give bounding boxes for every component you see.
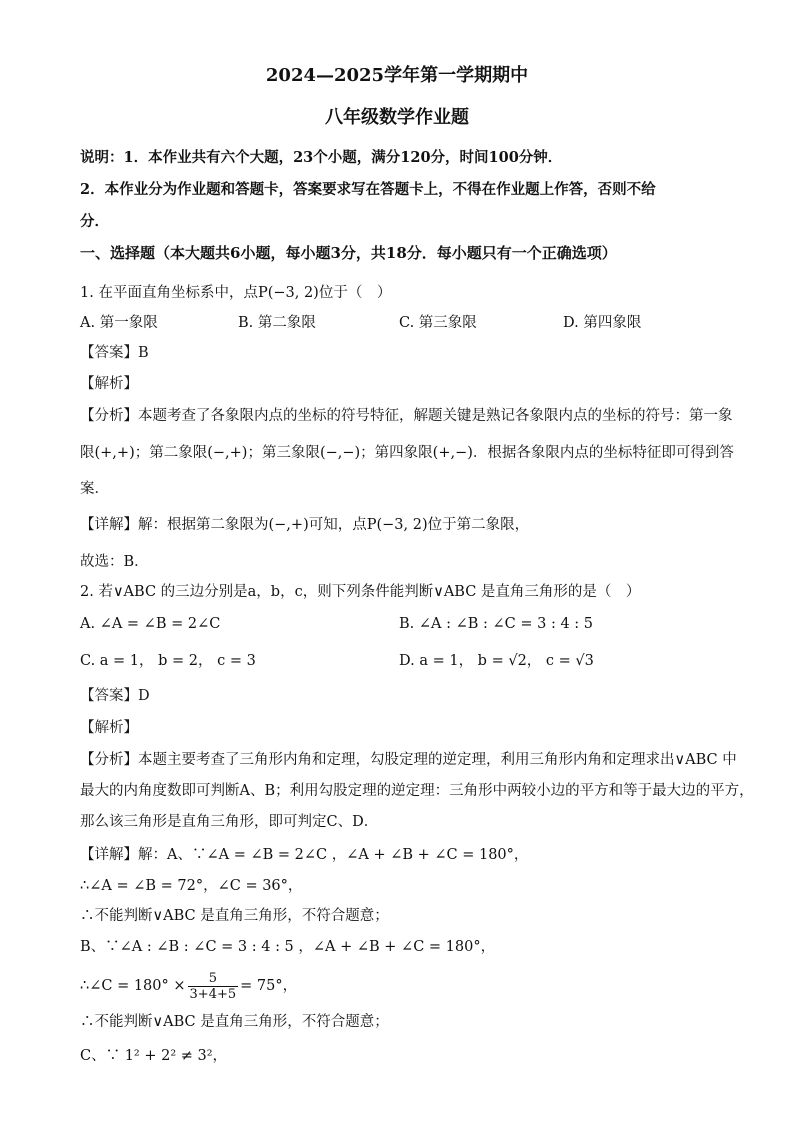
q2-detail-3: ∴不能判断∨ABC 是直角三角形，不符合题意； xyxy=(80,908,389,924)
q1-option-c: C. 第三象限 xyxy=(399,315,477,331)
q2-detail-5-suffix: = 75°， xyxy=(240,978,298,994)
q2-analysis-label: 【解析】 xyxy=(80,720,138,736)
section-heading: 一、选择题（本大题共6小题，每小题3分，共18分．每小题只有一个正确选项） xyxy=(80,244,617,262)
q1-detail: 【详解】解：根据第二象限为(−,+)可知，点P(−3, 2)位于第二象限， xyxy=(80,517,530,533)
q2-detail-5 xyxy=(80,966,297,1006)
q1-fenxi-2: 限(+,+)；第二象限(−,+)；第三象限(−,−)；第四象限(+,−)．根据各象限内点的坐标特征即可得到答 xyxy=(80,445,734,461)
q1-option-b: B. 第二象限 xyxy=(238,315,316,331)
q1-option-d: D. 第四象限 xyxy=(563,315,642,331)
q1-option-a: A. 第一象限 xyxy=(80,315,158,331)
doc-title: 2024—2025学年第一学期期中 xyxy=(265,65,529,86)
q2-option-c: C. a = 1， b = 2， c = 3 xyxy=(80,653,256,669)
intro-line-2: 2．本作业分为作业题和答题卡，答案要求写在答题卡上，不得在作业题上作答，否则不给 xyxy=(80,181,656,198)
q1-analysis-label: 【解析】 xyxy=(80,376,138,392)
q2-detail-4: B、∵∠A : ∠B : ∠C = 3 : 4 : 5 ，∠A + ∠B + ∠C = 180°， xyxy=(80,939,496,955)
q2-stem: 2. 若∨ABC 的三边分别是a，b，c，则下列条件能判断∨ABC 是直角三角形的是（ ） xyxy=(80,584,641,600)
q2-option-a: A. ∠A = ∠B = 2∠C xyxy=(80,616,221,632)
fraction-denominator: 3+4+5 xyxy=(189,986,237,1002)
q2-detail-7: C、∵ 1² + 2² ≠ 3²， xyxy=(80,1048,228,1064)
q2-answer: 【答案】D xyxy=(80,688,150,704)
q1-stem: 1. 在平面直角坐标系中，点P(−3, 2)位于（ ） xyxy=(80,285,392,301)
q2-detail-2: ∴∠A = ∠B = 72°，∠C = 36°， xyxy=(80,878,303,894)
q2-detail-1: 【详解】解：A、∵∠A = ∠B = 2∠C ，∠A + ∠B + ∠C = 180°， xyxy=(80,847,529,863)
q2-option-b: B. ∠A : ∠B : ∠C = 3 : 4 : 5 xyxy=(399,616,594,632)
fraction xyxy=(188,971,239,1002)
fraction-numerator: 5 xyxy=(208,970,217,986)
q2-detail-6: ∴不能判断∨ABC 是直角三角形，不符合题意； xyxy=(80,1014,389,1030)
q1-answer: 【答案】B xyxy=(80,345,149,361)
q2-option-d: D. a = 1， b = √2， c = √3 xyxy=(399,653,594,669)
intro-line-3: 分． xyxy=(80,213,109,230)
q1-fenxi-1: 【分析】本题考查了各象限内点的坐标的符号特征，解题关键是熟记各象限内点的坐标的符号：第一象 xyxy=(80,408,733,424)
q2-fenxi-3: 那么该三角形是直角三角形，即可判定C、D． xyxy=(80,814,379,830)
q1-fenxi-3: 案． xyxy=(80,481,109,497)
doc-subtitle: 八年级数学作业题 xyxy=(325,107,469,128)
q2-fenxi-1: 【分析】本题主要考查了三角形内角和定理，勾股定理的逆定理，利用三角形内角和定理求出∨ABC 中 xyxy=(80,752,737,768)
q2-detail-5-prefix: ∴∠C = 180° × xyxy=(80,978,186,994)
intro-line-1: 说明：1．本作业共有六个大题，23个小题，满分120分，时间100分钟． xyxy=(80,149,563,166)
q2-fenxi-2: 最大的内角度数即可判断A、B；利用勾股定理的逆定理：三角形中两较小边的平方和等于最大边的平方， xyxy=(80,783,754,799)
q1-choose: 故选：B． xyxy=(80,554,149,570)
